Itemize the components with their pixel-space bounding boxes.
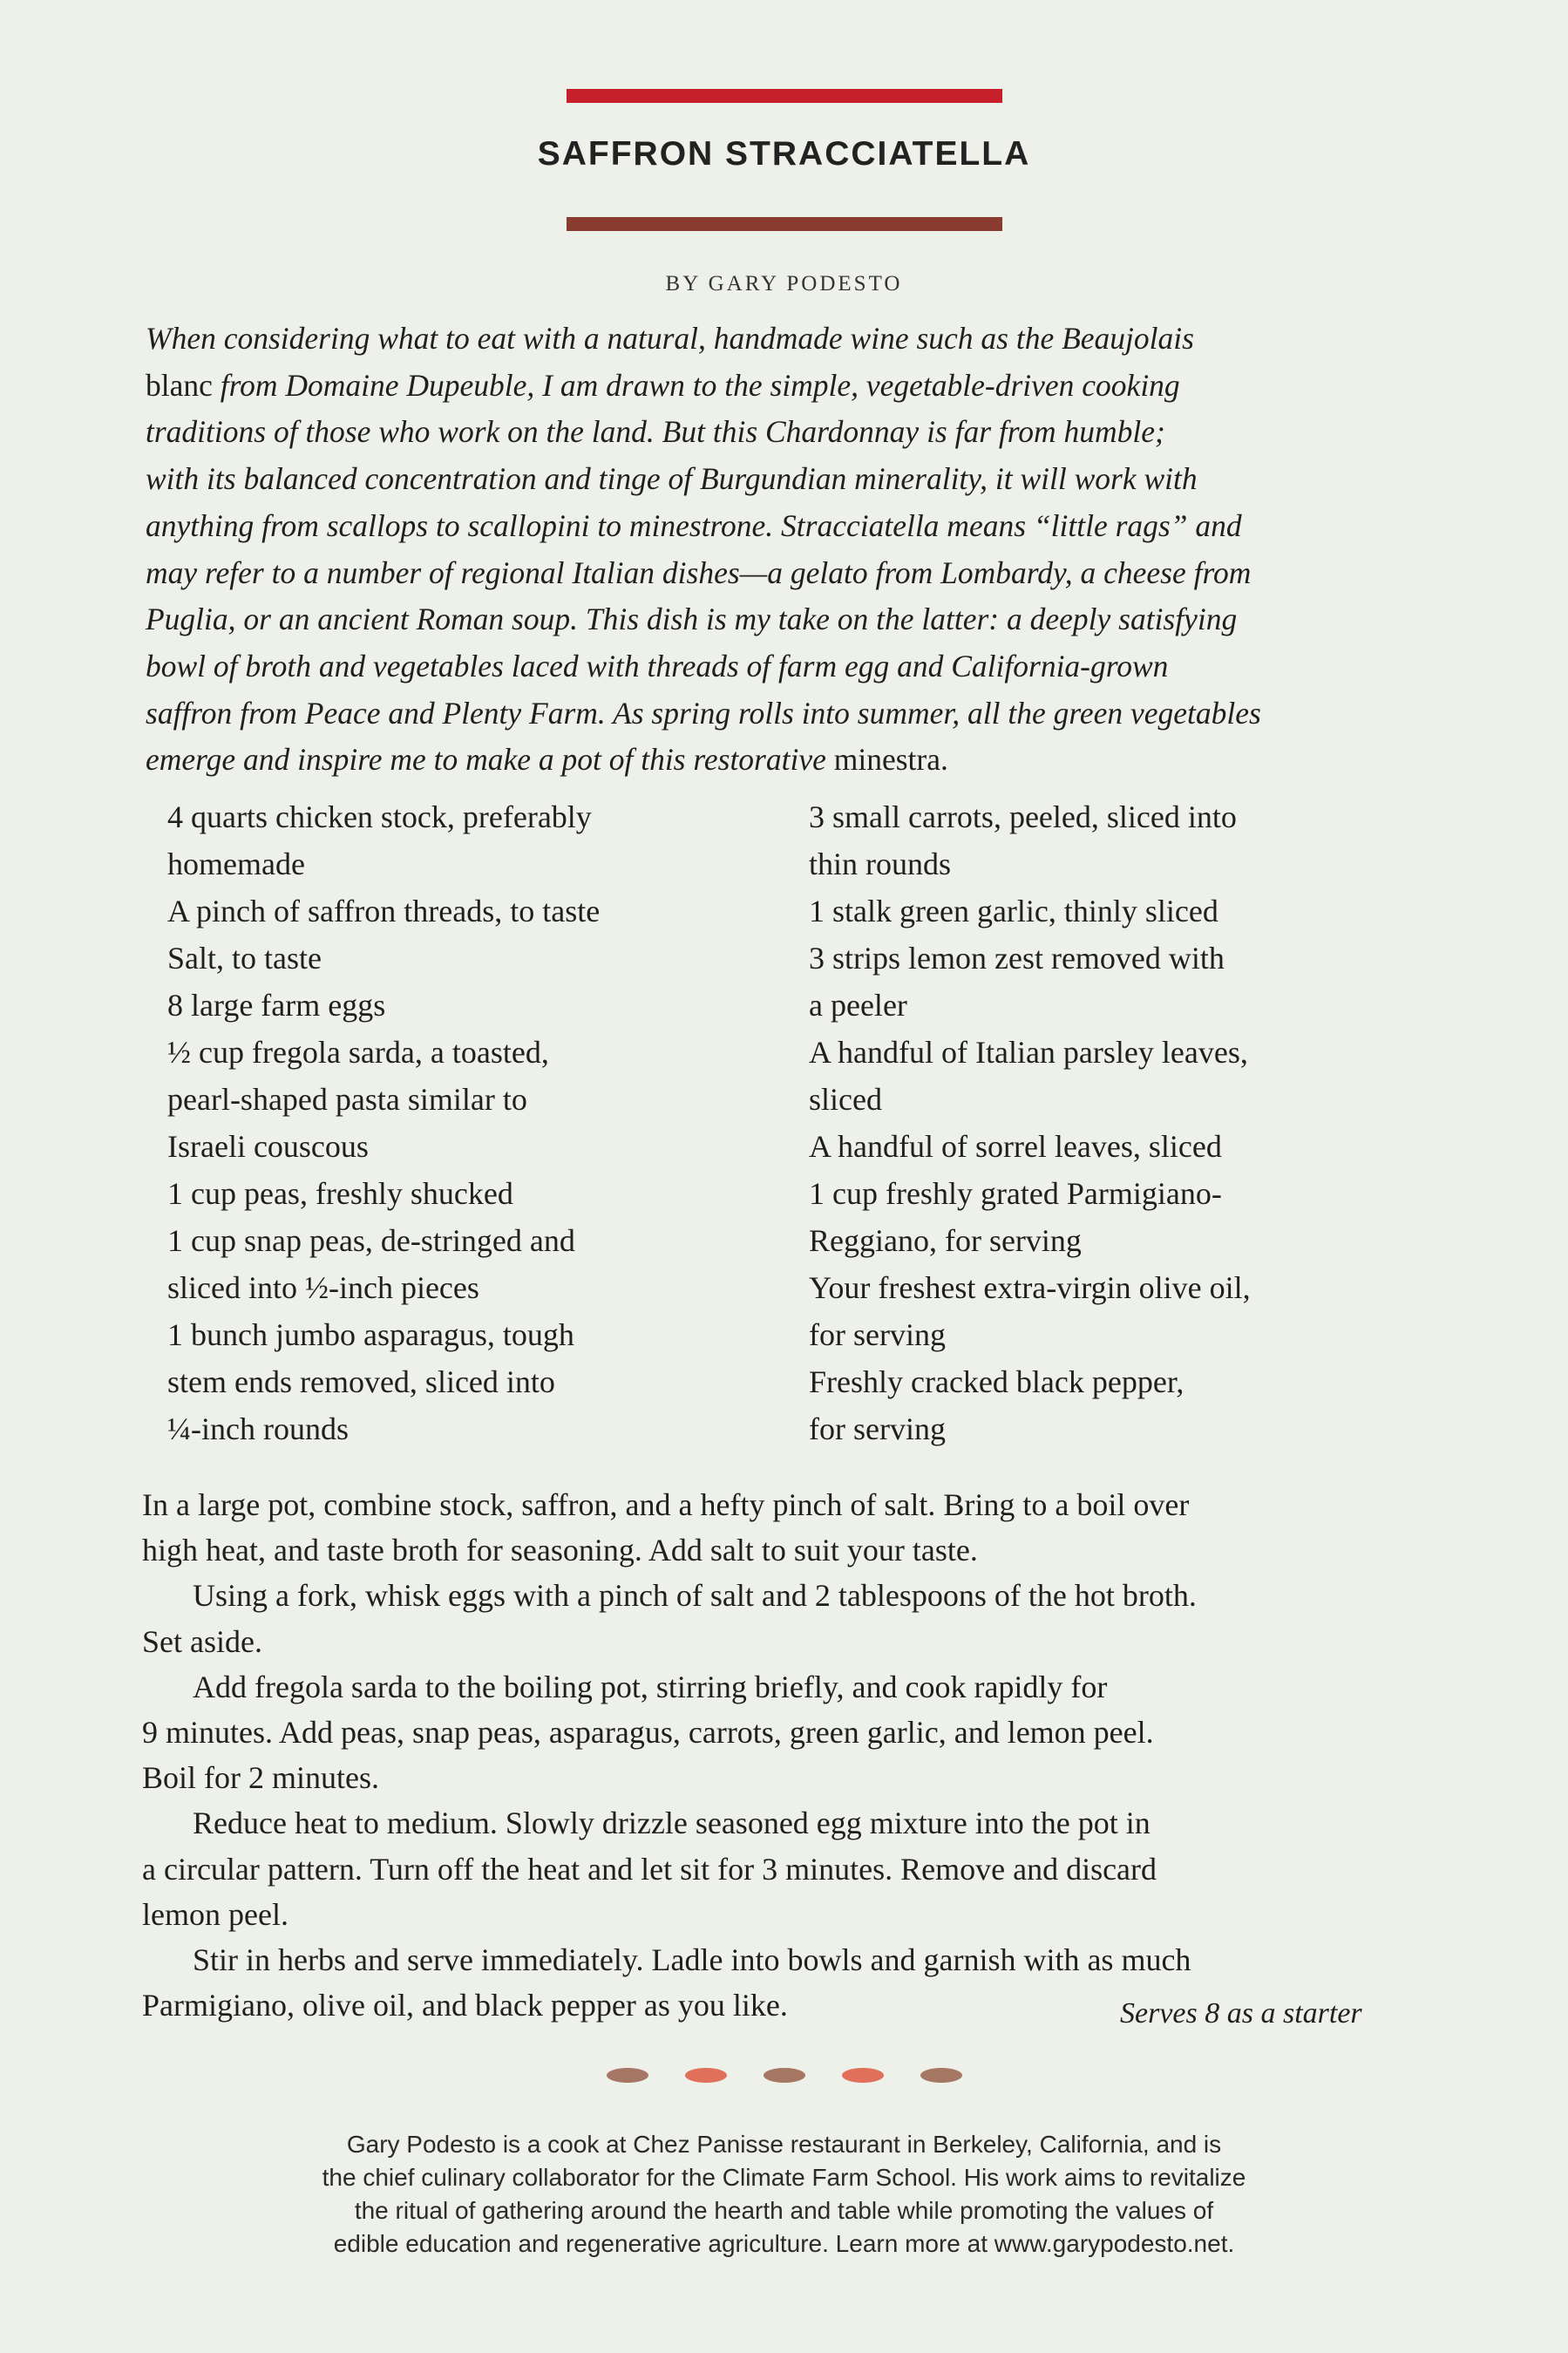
ornament-dot xyxy=(764,2068,805,2083)
ingredient-line: 1 stalk green garlic, thinly sliced xyxy=(809,894,1218,928)
intro-line xyxy=(146,550,1436,597)
intro-text-run: anything from scallops to scallopini to minestrone. Stracciatella means “little rags” and xyxy=(146,507,1242,543)
method-line: high heat, and taste broth for seasoning. Add salt to suit your taste. xyxy=(142,1533,978,1568)
method-line: a circular pattern. Turn off the heat and let sit for 3 minutes. Remove and discard xyxy=(142,1851,1157,1887)
intro-text-run: emerge and inspire me to make a pot of this restorative xyxy=(146,742,834,778)
ornament-dot xyxy=(607,2068,648,2083)
ingredient-line: ½ cup fregola sarda, a toasted, xyxy=(167,1035,549,1070)
intro-line xyxy=(146,503,1436,550)
recipe-title: SAFFRON STRACCIATELLA xyxy=(537,135,1031,173)
title-rule-bottom xyxy=(567,217,1002,231)
byline: BY GARY PODESTO xyxy=(665,272,903,296)
ingredient-item xyxy=(809,935,1251,1029)
intro-text-run: When considering what to eat with a natural, handmade wine such as the Beaujolais xyxy=(146,321,1194,356)
intro-text-run: bowl of broth and vegetables laced with threads of farm egg and California-grown xyxy=(146,648,1169,683)
method-line: Stir in herbs and serve immediately. Ladle into bowls and garnish with as much xyxy=(193,1942,1191,1978)
ingredient-item xyxy=(809,793,1251,887)
ingredient-item xyxy=(809,1264,1251,1358)
ingredient-item xyxy=(809,1123,1251,1170)
ingredient-item xyxy=(809,1170,1251,1264)
ingredient-line: 1 cup snap peas, de-stringed and xyxy=(167,1223,575,1258)
method-line: Boil for 2 minutes. xyxy=(142,1760,379,1796)
ingredient-line: 8 large farm eggs xyxy=(167,988,386,1023)
method-line: Set aside. xyxy=(142,1623,262,1659)
ingredient-item xyxy=(167,1029,600,1170)
intro-line xyxy=(146,409,1436,456)
ingredients-list-right xyxy=(809,793,1251,1452)
ingredient-item xyxy=(809,1029,1251,1123)
ingredient-line: pearl-shaped pasta similar to xyxy=(167,1082,527,1117)
ingredient-item xyxy=(167,1311,600,1452)
ingredient-item xyxy=(167,1217,600,1311)
intro-line xyxy=(146,596,1436,643)
method-line: Add fregola sarda to the boiling pot, stirring briefly, and cook rapidly for xyxy=(193,1669,1108,1704)
bio-line: the chief culinary collaborator for the Climate Farm School. His work aims to revitalize xyxy=(322,2164,1246,2191)
ingredient-line: 4 quarts chicken stock, preferably xyxy=(167,799,592,834)
ingredient-line: Salt, to taste xyxy=(167,941,322,976)
ingredient-line: 1 cup freshly grated Parmigiano- xyxy=(809,1176,1222,1211)
ingredient-item xyxy=(167,982,600,1029)
ingredient-line: sliced xyxy=(809,1082,882,1117)
ingredient-line: 1 bunch jumbo asparagus, tough xyxy=(167,1317,574,1352)
ingredient-line: A handful of sorrel leaves, sliced xyxy=(809,1129,1222,1164)
intro-text-run: from Domaine Dupeuble, I am drawn to the simple, vegetable-driven cooking xyxy=(220,367,1180,403)
method-line: In a large pot, combine stock, saffron, and a hefty pinch of salt. Bring to a boil over xyxy=(142,1487,1190,1522)
intro-line xyxy=(146,456,1436,503)
method-line: Using a fork, whisk eggs with a pinch of salt and 2 tablespoons of the hot broth. xyxy=(193,1578,1197,1614)
ingredient-item xyxy=(809,887,1251,935)
ingredient-line: A pinch of saffron threads, to taste xyxy=(167,894,601,928)
ingredient-line: thin rounds xyxy=(809,847,952,881)
ingredient-line: for serving xyxy=(809,1411,946,1446)
author-bio xyxy=(0,2128,1568,2261)
ingredient-line: 3 small carrots, peeled, sliced into xyxy=(809,799,1237,834)
title-rule-top xyxy=(567,89,1002,103)
ingredients-list-left xyxy=(167,793,600,1452)
method-line: Reduce heat to medium. Slowly drizzle seasoned egg mixture into the pot in xyxy=(193,1806,1151,1841)
ingredient-line: homemade xyxy=(167,847,305,881)
intro-text-run: traditions of those who work on the land. But this Chardonnay is far from humble; xyxy=(146,414,1165,450)
intro-text-run: may refer to a number of regional Italian dishes—a gelato from Lombardy, a cheese from xyxy=(146,554,1252,590)
ingredient-item xyxy=(167,935,600,982)
ingredient-line: a peeler xyxy=(809,988,907,1023)
method-instructions xyxy=(142,1482,1449,2028)
ornament-dots xyxy=(607,2068,964,2085)
ornament-dot xyxy=(685,2068,727,2083)
ornament-dot xyxy=(920,2068,962,2083)
bio-line: Gary Podesto is a cook at Chez Panisse restaurant in Berkeley, California, and is xyxy=(346,2131,1222,2158)
ingredient-line: stem ends removed, sliced into xyxy=(167,1364,555,1399)
ingredient-line: for serving xyxy=(809,1317,946,1352)
ingredient-item xyxy=(167,1170,600,1217)
ingredient-line: 3 strips lemon zest removed with xyxy=(809,941,1225,976)
method-step xyxy=(142,1482,1449,1573)
method-step xyxy=(142,1800,1449,1937)
method-line: lemon peel. xyxy=(142,1896,288,1932)
intro-line xyxy=(146,363,1436,410)
ingredient-item xyxy=(167,793,600,887)
ingredient-line: 1 cup peas, freshly shucked xyxy=(167,1176,513,1211)
intro-text-run: with its balanced concentration and tinge of Burgundian minerality, it will work with xyxy=(146,461,1198,497)
bio-line: the ritual of gathering around the hearth and table while promoting the values of xyxy=(354,2197,1214,2224)
intro-line xyxy=(146,316,1436,363)
serves-note: Serves 8 as a starter xyxy=(1120,1997,1362,2030)
ingredient-item xyxy=(809,1358,1251,1452)
method-step xyxy=(142,1664,1449,1801)
ingredient-line: Freshly cracked black pepper, xyxy=(809,1364,1184,1399)
intro-line xyxy=(146,737,1436,784)
ingredient-line: Israeli couscous xyxy=(167,1129,369,1164)
intro-line xyxy=(146,643,1436,690)
ornament-dot xyxy=(842,2068,884,2083)
intro-text-run: saffron from Peace and Plenty Farm. As spring rolls into summer, all the green vegetables xyxy=(146,695,1261,731)
method-line: 9 minutes. Add peas, snap peas, asparagus, carrots, green garlic, and lemon peel. xyxy=(142,1715,1154,1751)
intro-line xyxy=(146,690,1436,738)
ingredient-line: Your freshest extra-virgin olive oil, xyxy=(809,1270,1251,1305)
ingredient-line: ¼-inch rounds xyxy=(167,1411,349,1446)
bio-line: edible education and regenerative agriculture. Learn more at www.garypodesto.net. xyxy=(333,2230,1235,2257)
intro-text-run: Puglia, or an ancient Roman soup. This dish is my take on the latter: a deeply satisfying xyxy=(146,602,1238,637)
intro-text-run: blanc xyxy=(146,367,221,403)
ingredient-line: sliced into ½-inch pieces xyxy=(167,1270,479,1305)
method-line: Parmigiano, olive oil, and black pepper as you like. xyxy=(142,1988,788,2023)
ingredient-line: Reggiano, for serving xyxy=(809,1223,1082,1258)
intro-text-run: minestra. xyxy=(833,742,948,778)
method-step xyxy=(142,1573,1449,1663)
ingredient-item xyxy=(167,887,600,935)
intro-paragraph xyxy=(146,316,1436,784)
ingredient-line: A handful of Italian parsley leaves, xyxy=(809,1035,1248,1070)
